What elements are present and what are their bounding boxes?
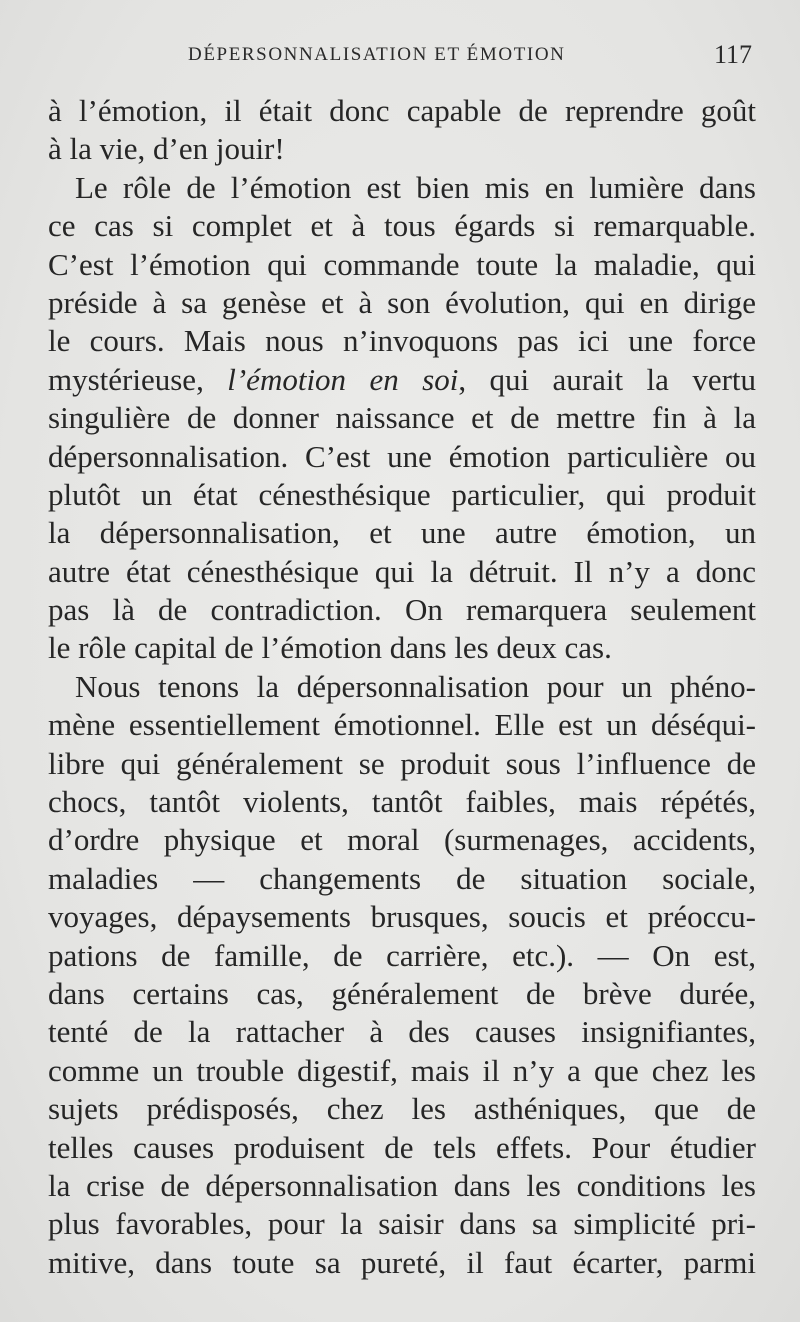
text-line-6: préside à sa genèse et à son évolution, qui en dirige bbox=[48, 284, 756, 320]
text-line-27: sujets prédisposés, chez les asthéniques, que de bbox=[48, 1091, 756, 1127]
text-line-16: Nous tenons la dépersonnalisation pour un phéno- bbox=[75, 668, 756, 704]
page-number: 117 bbox=[713, 40, 752, 69]
running-title: DÉPERSONNALISATION ET ÉMOTION bbox=[188, 44, 566, 65]
running-header bbox=[0, 40, 800, 72]
text-line-31: mitive, dans toute sa pureté, il faut écarter, parmi bbox=[48, 1244, 756, 1280]
text-line-23: pations de famille, de carrière, etc.). — On est, bbox=[48, 937, 756, 973]
text-line-12: la dépersonnalisation, et une autre émotion, un bbox=[48, 515, 756, 551]
text-line-22: voyages, dépaysements brusques, soucis et préoccu- bbox=[48, 899, 756, 935]
text-line-1: à l’émotion, il était donc capable de reprendre goût bbox=[48, 93, 756, 128]
text-line-11: plutôt un état cénesthésique particulier, qui produit bbox=[48, 476, 756, 512]
text-line-20: d’ordre physique et moral (surmenages, accidents, bbox=[48, 822, 756, 858]
text-line-9: singulière de donner naissance et de mettre fin à la bbox=[48, 400, 756, 436]
text-line-8-start: mystérieuse, bbox=[48, 361, 204, 397]
text-line-15: le rôle capital de l’émotion dans les deux cas. bbox=[48, 630, 612, 666]
text-line-19: chocs, tantôt violents, tantôt faibles, mais répétés, bbox=[48, 784, 756, 820]
text-line-3: Le rôle de l’émotion est bien mis en lumière dans bbox=[75, 169, 756, 205]
text-line-28: telles causes produisent de tels effets. Pour étudier bbox=[48, 1129, 756, 1165]
text-line-17: mène essentiellement émotionnel. Elle est un déséqui- bbox=[48, 707, 756, 743]
text-line-5: C’est l’émotion qui commande toute la maladie, qui bbox=[48, 246, 756, 282]
text-line-14: pas là de contradiction. On remarquera seulement bbox=[48, 592, 756, 628]
text-line-13: autre état cénesthésique qui la détruit. Il n’y a donc bbox=[48, 553, 756, 589]
text-line-30: plus favorables, pour la saisir dans sa simplicité pri- bbox=[48, 1206, 756, 1242]
text-line-18: libre qui généralement se produit sous l’influence de bbox=[48, 745, 756, 781]
text-line-29: la crise de dépersonnalisation dans les conditions les bbox=[48, 1167, 756, 1203]
text-line-21: maladies — changements de situation sociale, bbox=[48, 860, 756, 896]
italic-phrase: l’émotion en soi bbox=[227, 361, 459, 397]
text-line-8 bbox=[48, 361, 756, 399]
text-line-26: comme un trouble digestif, mais il n’y a que chez les bbox=[48, 1052, 756, 1088]
text-line-25: tenté de la rattacher à des causes insignifiantes, bbox=[48, 1014, 756, 1050]
text-line-2: à la vie, d’en jouir! bbox=[48, 131, 285, 167]
text-line-8-end: , qui aurait la vertu bbox=[458, 361, 756, 397]
text-line-7: le cours. Mais nous n’invoquons pas ici une force bbox=[48, 323, 756, 359]
text-line-10: dépersonnalisation. C’est une émotion particulière ou bbox=[48, 438, 756, 474]
text-line-4: ce cas si complet et à tous égards si remarquable. bbox=[48, 208, 756, 244]
text-line-24: dans certains cas, généralement de brève durée, bbox=[48, 975, 756, 1011]
body-text bbox=[48, 92, 756, 1282]
